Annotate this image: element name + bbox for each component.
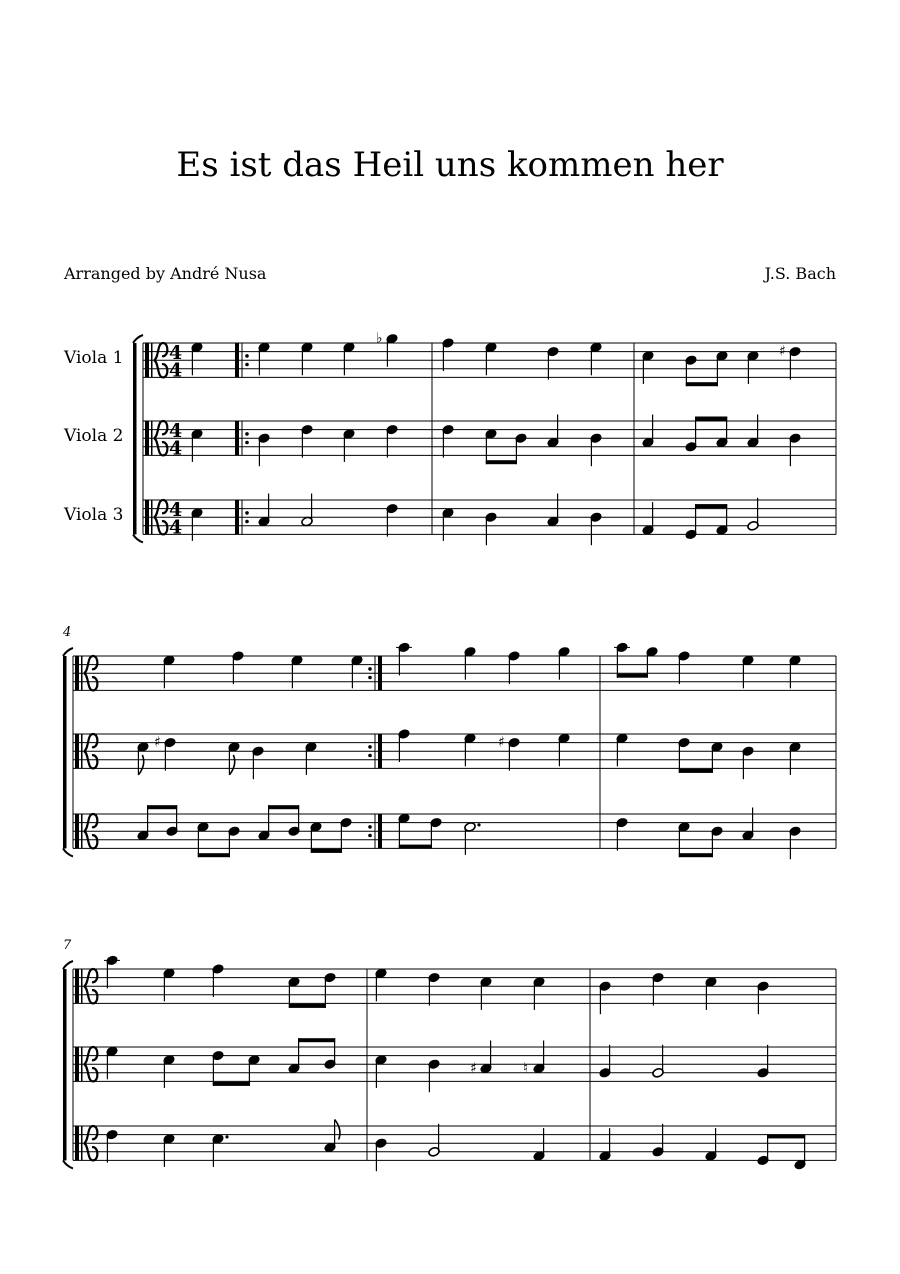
alto-clef-bar — [81, 1126, 83, 1160]
system-bracket-hook — [63, 648, 73, 656]
note-beam — [289, 1004, 326, 1008]
system-bracket — [133, 343, 137, 534]
accidental-natural: ♮ — [523, 1060, 529, 1077]
alto-clef-bar — [151, 343, 153, 377]
time-signature-bottom: 4 — [169, 516, 183, 539]
repeat-dot — [245, 511, 249, 515]
note-beam — [268, 805, 299, 809]
repeat-thick-bar — [378, 656, 382, 690]
time-signature-top: 4 — [169, 420, 183, 443]
alto-clef-bar — [75, 734, 79, 768]
system-bracket-hook — [133, 335, 143, 343]
alto-clef-bar — [151, 421, 153, 455]
note-beam — [198, 853, 230, 857]
alto-clef-bar — [151, 500, 153, 534]
note-beam — [486, 460, 517, 464]
augmentation-dot — [477, 823, 480, 826]
composer-credit: J.S. Bach — [764, 264, 836, 283]
time-signature-top: 4 — [169, 342, 183, 365]
alto-clef-bar — [75, 969, 79, 1003]
accidental-sharp: ♯ — [470, 1060, 477, 1077]
note-flag — [138, 755, 143, 775]
measure-number-4: 4 — [63, 625, 72, 640]
system-bracket-hook — [63, 1160, 73, 1168]
measure-number-7: 7 — [63, 938, 72, 953]
instrument-label-viola-2: Viola 2 — [64, 426, 124, 446]
instrument-label-viola-1: Viola 1 — [64, 348, 124, 368]
alto-clef-bar — [81, 656, 83, 690]
accidental-sharp: ♯ — [154, 734, 161, 751]
alto-clef-bar — [81, 734, 83, 768]
system-bracket-hook — [63, 961, 73, 969]
time-signature-top: 4 — [169, 499, 183, 522]
alto-clef-bar — [75, 1047, 79, 1081]
accidental-flat: ♭ — [376, 330, 383, 347]
alto-clef-bar — [145, 343, 149, 377]
note-beam — [311, 849, 342, 853]
accidental-sharp: ♯ — [779, 343, 786, 360]
note-flag — [335, 1120, 340, 1140]
alto-clef-bar — [75, 656, 79, 690]
alto-clef-bar — [75, 1126, 79, 1160]
repeat-dot — [245, 432, 249, 436]
repeat-thick-bar — [378, 814, 382, 848]
note-beam — [686, 382, 718, 386]
alto-clef-bar — [145, 500, 149, 534]
accidental-sharp: ♯ — [498, 734, 505, 751]
note-beam — [695, 504, 727, 508]
repeat-thick-bar — [235, 421, 239, 455]
system-bracket — [63, 969, 67, 1160]
augmentation-dot — [225, 1135, 228, 1138]
note-beam — [298, 1038, 335, 1042]
repeat-dot — [245, 520, 249, 524]
alto-clef-bar — [145, 421, 149, 455]
note-beam — [213, 1082, 250, 1086]
alto-clef-bar — [81, 969, 83, 1003]
repeat-dot — [368, 676, 372, 680]
repeat-thick-bar — [235, 343, 239, 377]
repeat-dot — [368, 754, 372, 758]
repeat-dot — [368, 825, 372, 829]
page-title: Es ist das Heil uns kommen her — [176, 145, 724, 185]
repeat-dot — [368, 667, 372, 671]
arranger-credit: Arranged by André Nusa — [64, 264, 267, 283]
alto-clef-bar — [81, 814, 83, 848]
system-bracket — [63, 656, 67, 848]
note-beam — [399, 845, 432, 849]
repeat-dot — [245, 441, 249, 445]
note-beam — [767, 1134, 805, 1138]
note-flag — [229, 755, 234, 775]
alto-clef-bar — [81, 1047, 83, 1081]
repeat-thick-bar — [378, 734, 382, 768]
time-signature-bottom: 4 — [169, 437, 183, 460]
note-beam — [695, 417, 727, 421]
instrument-label-viola-3: Viola 3 — [64, 505, 124, 525]
note-beam — [617, 674, 648, 678]
note-beam — [147, 805, 177, 809]
repeat-dot — [368, 834, 372, 838]
alto-clef-bar — [75, 814, 79, 848]
system-bracket-hook — [63, 848, 73, 856]
note-beam — [679, 853, 713, 857]
repeat-dot — [245, 363, 249, 367]
system-bracket-hook — [133, 534, 143, 542]
repeat-dot — [245, 354, 249, 358]
time-signature-bottom: 4 — [169, 359, 183, 382]
repeat-thick-bar — [235, 500, 239, 534]
note-beam — [679, 769, 713, 773]
repeat-dot — [368, 745, 372, 749]
